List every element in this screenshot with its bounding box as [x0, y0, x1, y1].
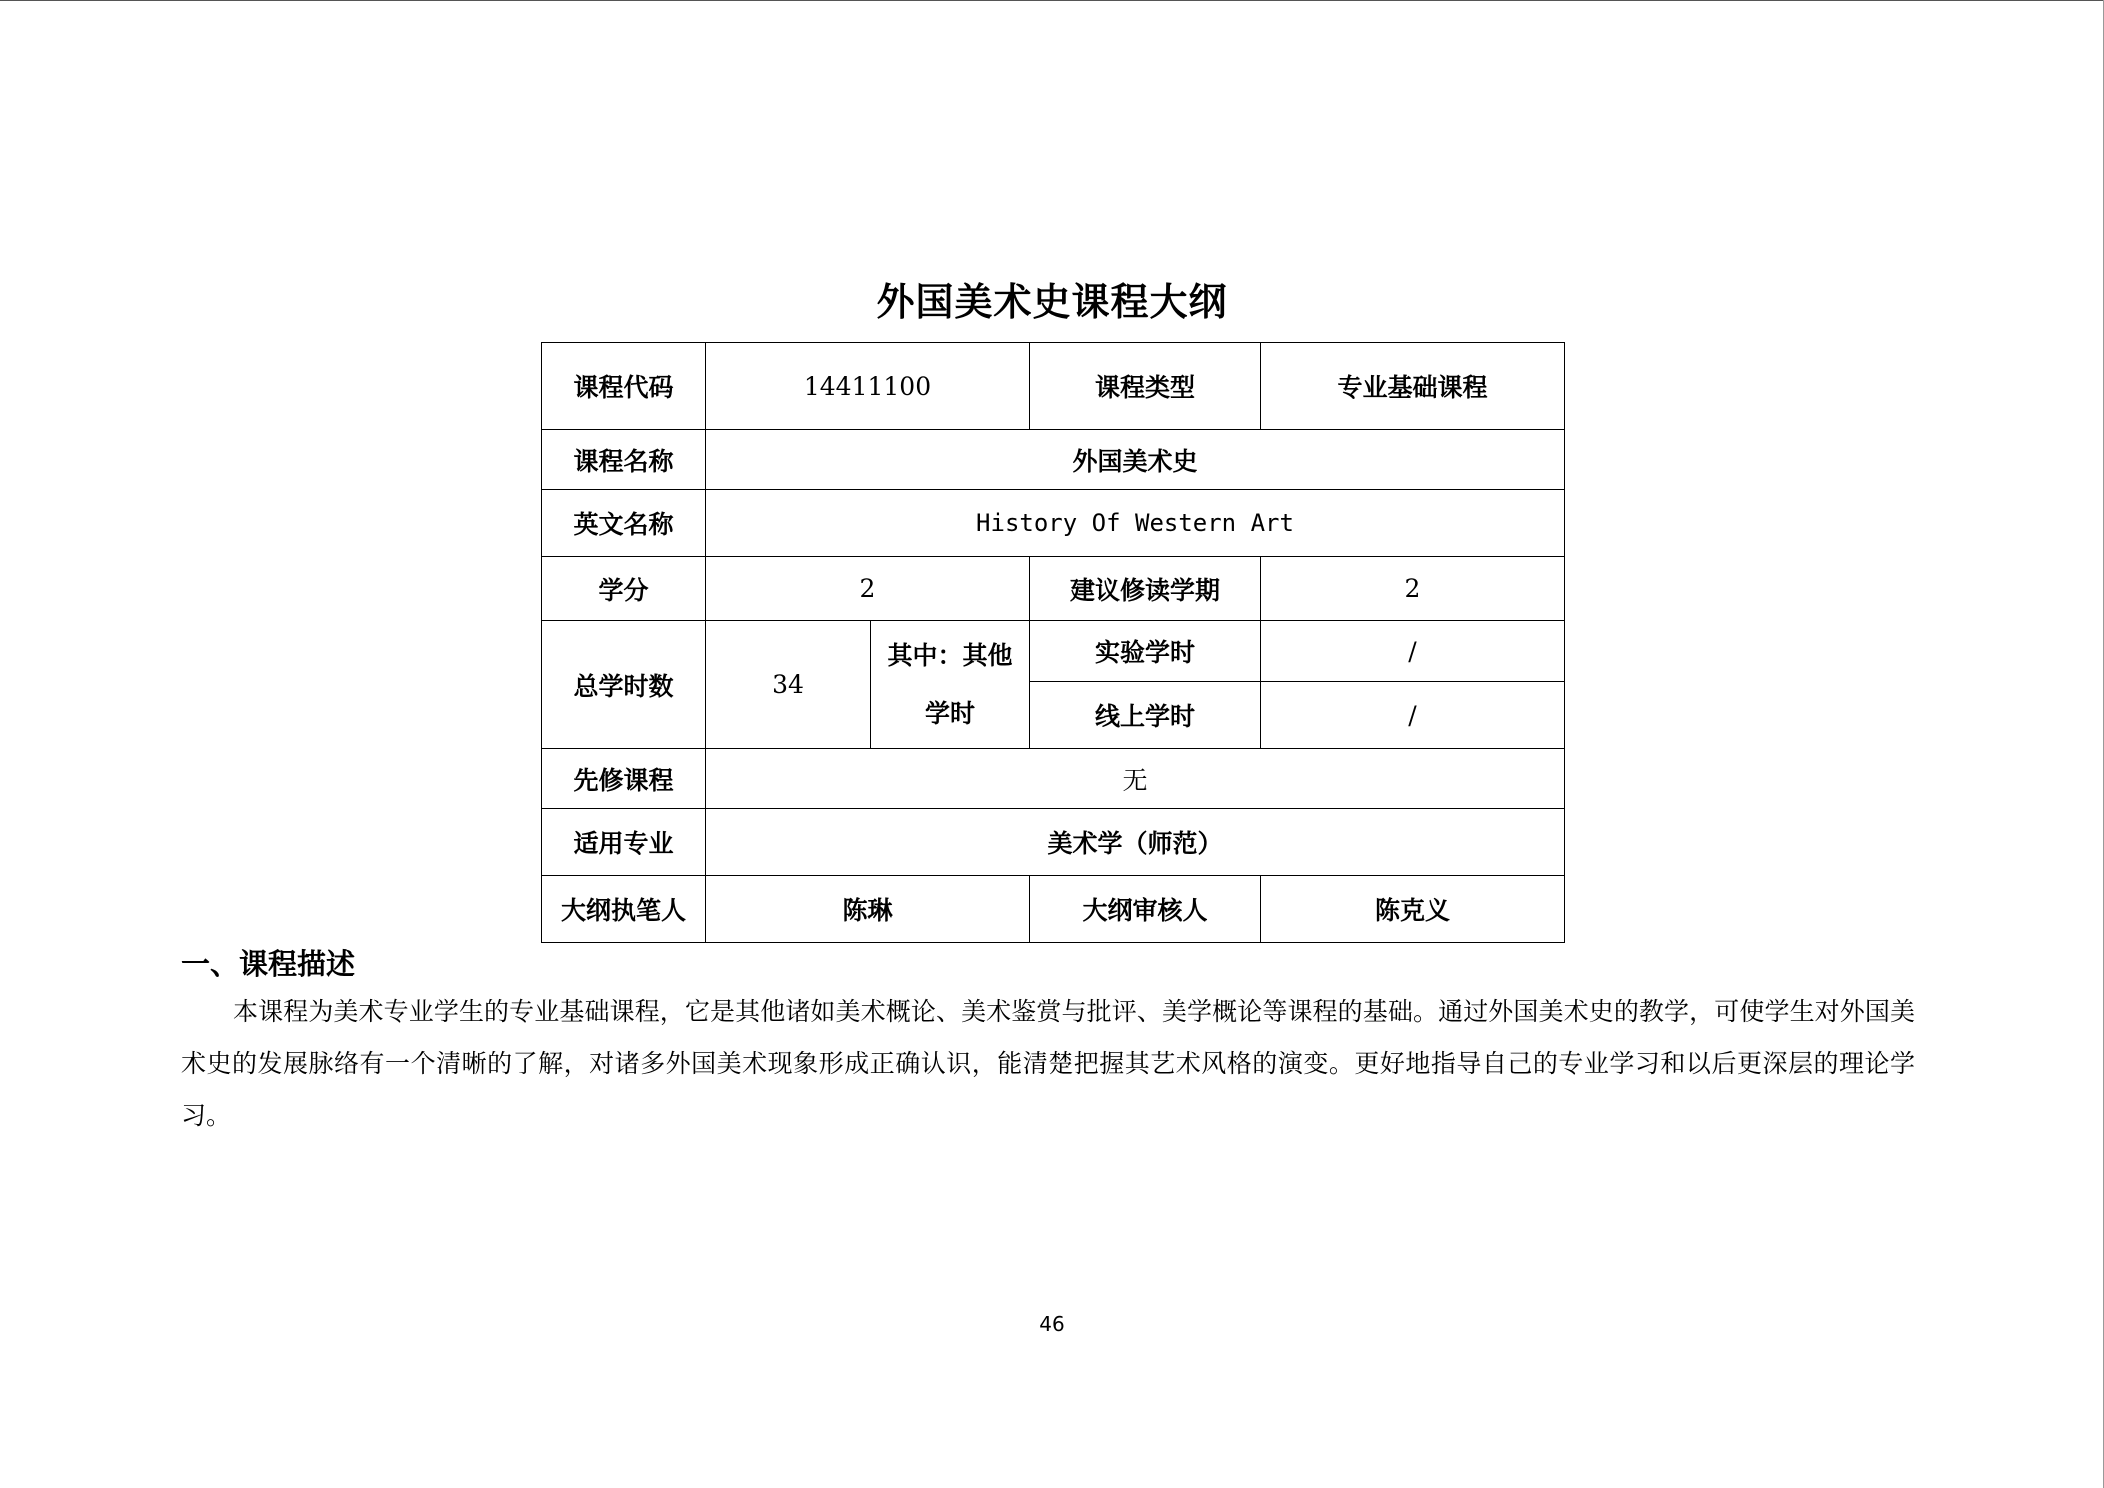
row-credits	[542, 557, 1565, 621]
row-total-hours	[542, 621, 1565, 682]
author-label: 大纲执笔人	[542, 876, 706, 943]
online-hours-label: 线上学时	[1030, 682, 1261, 749]
reviewer-label: 大纲审核人	[1030, 876, 1261, 943]
section-heading-course-description: 一、课程描述	[181, 947, 356, 981]
english-name-label: 英文名称	[542, 490, 706, 557]
top-border-line	[0, 0, 2104, 1]
author-value: 陈琳	[706, 876, 1030, 943]
document-title: 外国美术史课程大纲	[876, 280, 1228, 324]
row-major	[542, 809, 1565, 876]
total-hours-value: 34	[706, 621, 871, 749]
major-label: 适用专业	[542, 809, 706, 876]
course-code-label: 课程代码	[542, 343, 706, 430]
row-course-name	[542, 430, 1565, 490]
row-prerequisite	[542, 749, 1565, 809]
course-code-value: 14411100	[706, 343, 1030, 430]
english-name-value: History Of Western Art	[706, 490, 1565, 557]
row-course-code	[542, 343, 1565, 430]
reviewer-value: 陈克义	[1261, 876, 1565, 943]
page-number: 46	[1039, 1312, 1065, 1336]
total-hours-label: 总学时数	[542, 621, 706, 749]
other-hours-label: 其中：其他学时	[871, 621, 1030, 749]
course-name-label: 课程名称	[542, 430, 706, 490]
prerequisite-label: 先修课程	[542, 749, 706, 809]
prerequisite-value: 无	[706, 749, 1565, 809]
row-english-name	[542, 490, 1565, 557]
course-info-table	[541, 342, 1565, 943]
lab-hours-value: /	[1261, 621, 1565, 682]
credits-label: 学分	[542, 557, 706, 621]
semester-label: 建议修读学期	[1030, 557, 1261, 621]
course-type-value: 专业基础课程	[1261, 343, 1565, 430]
semester-value: 2	[1261, 557, 1565, 621]
major-value: 美术学（师范）	[706, 809, 1565, 876]
course-type-label: 课程类型	[1030, 343, 1261, 430]
row-author	[542, 876, 1565, 943]
credits-value: 2	[706, 557, 1030, 621]
section-body-course-description: 本课程为美术专业学生的专业基础课程，它是其他诸如美术概论、美术鉴赏与批评、美学概论等课程的基础。通过外国美术史的教学，可使学生对外国美术史的发展脉络有一个清晰的了解，对诸多外国美术现象形成正确认识，能清楚把握其艺术风格的演变。更好地指导自己的专业学习和以后更深层的理论学习。	[181, 997, 1915, 1130]
lab-hours-label: 实验学时	[1030, 621, 1261, 682]
online-hours-value: /	[1261, 682, 1565, 749]
course-name-value: 外国美术史	[706, 430, 1565, 490]
